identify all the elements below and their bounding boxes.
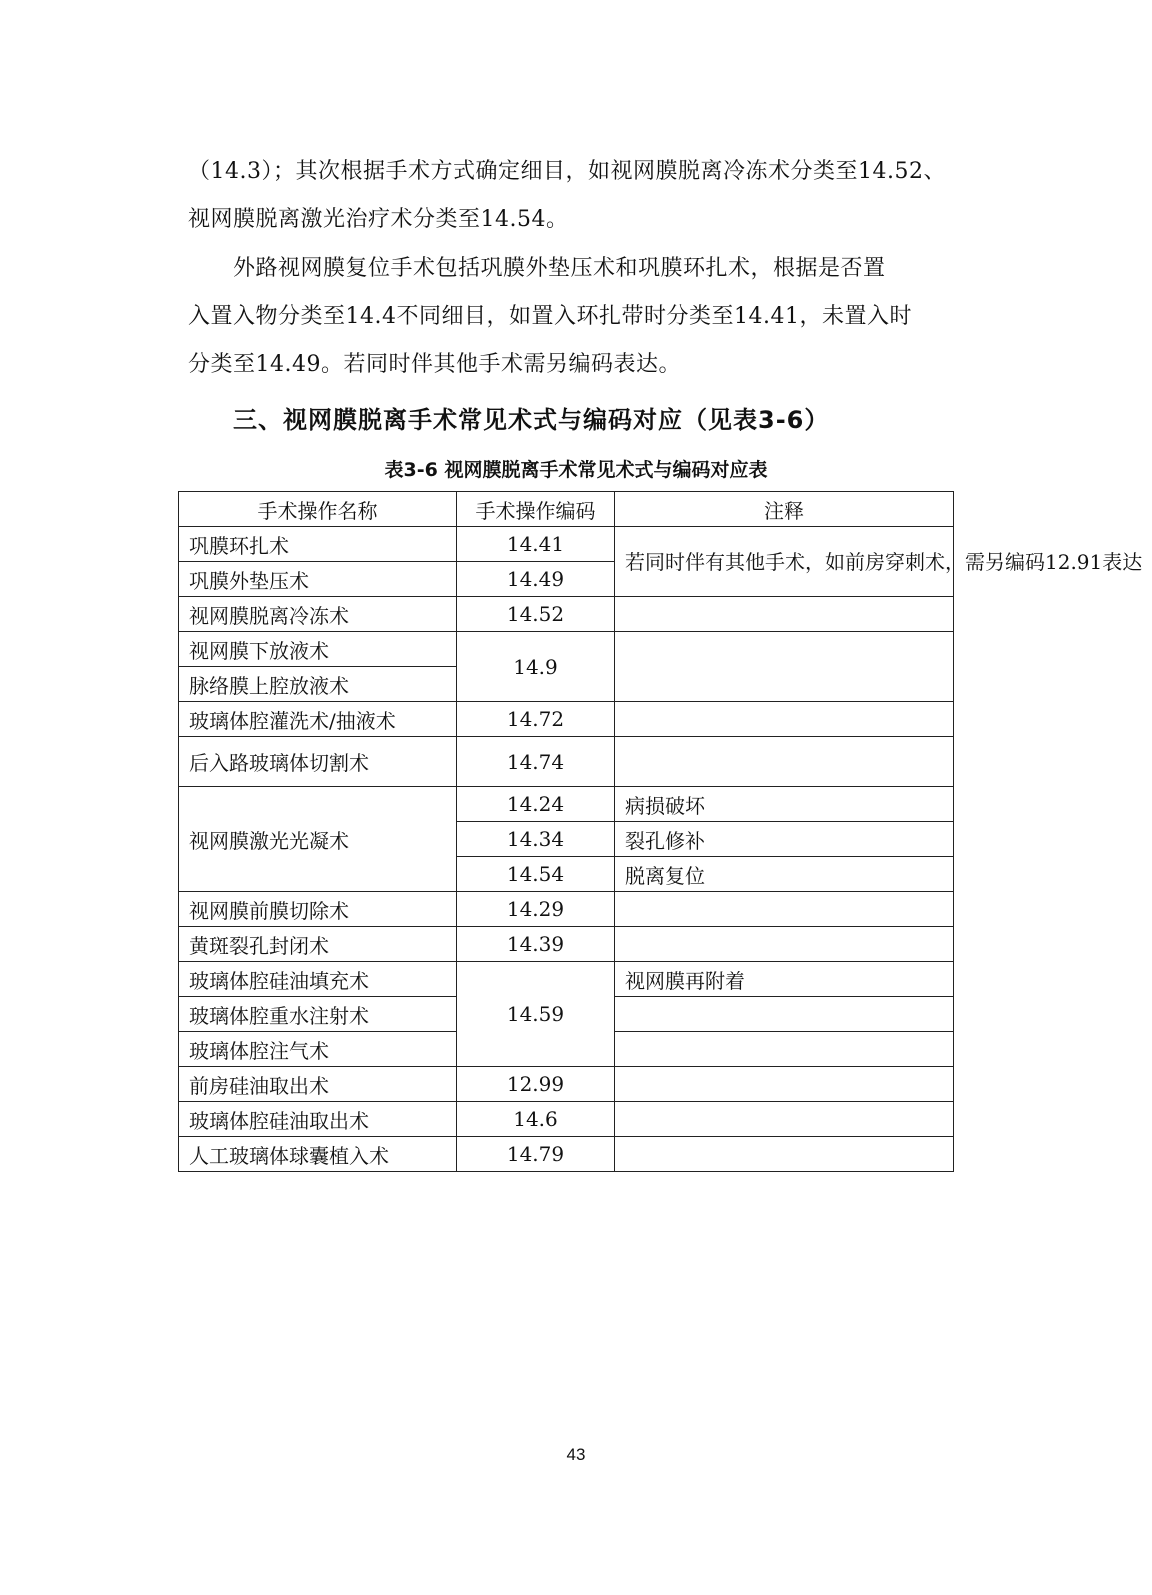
table-row [179,632,954,667]
procedure-name-cell: 玻璃体腔重水注射术 [179,997,457,1032]
procedure-name-cell: 视网膜脱离冷冻术 [179,597,457,632]
note-cell: 若同时伴有其他手术，如前房穿刺术，需另编码12.91表达 [615,527,954,597]
procedure-code-cell: 14.39 [457,927,615,962]
procedure-code-cell: 14.59 [457,962,615,1067]
table-row [179,1067,954,1102]
note-cell: 脱离复位 [615,857,954,892]
column-header: 手术操作编码 [457,492,615,527]
paragraph-line: 分类至14.49。若同时伴其他手术需另编码表达。 [188,352,681,377]
procedure-name-cell: 巩膜外垫压术 [179,562,457,597]
note-cell [615,632,954,702]
table-row [179,737,954,787]
table-caption: 表3-6 视网膜脱离手术常见术式与编码对应表 [384,459,768,481]
note-cell [615,737,954,787]
page-number: 43 [566,1445,586,1464]
column-header: 手术操作名称 [179,492,457,527]
table-row [179,787,954,822]
procedure-code-cell: 14.54 [457,857,615,892]
procedure-code-cell: 14.41 [457,527,615,562]
note-cell [615,1032,954,1067]
column-header: 注释 [615,492,954,527]
table-row [179,527,954,562]
procedure-code-cell: 14.29 [457,892,615,927]
procedure-name-cell: 视网膜激光光凝术 [179,787,457,892]
paragraph-line: 视网膜脱离激光治疗术分类至14.54。 [188,207,569,232]
note-cell [615,927,954,962]
procedure-code-cell: 14.6 [457,1102,615,1137]
table-row [179,702,954,737]
procedure-name-cell: 玻璃体腔硅油填充术 [179,962,457,997]
procedure-code-cell: 14.72 [457,702,615,737]
note-cell: 视网膜再附着 [615,962,954,997]
paragraph-line: （14.3）；其次根据手术方式确定细目，如视网膜脱离冷冻术分类至14.52、 [188,159,946,184]
note-cell [615,892,954,927]
procedure-name-cell: 人工玻璃体球囊植入术 [179,1137,457,1172]
note-cell: 裂孔修补 [615,822,954,857]
note-cell [615,1067,954,1102]
note-cell [615,997,954,1032]
paragraph-1 [188,148,968,244]
section-heading: 三、视网膜脱离手术常见术式与编码对应（见表3-6） [233,406,830,434]
procedure-code-cell: 14.24 [457,787,615,822]
procedure-code-cell: 14.74 [457,737,615,787]
note-cell [615,1102,954,1137]
table-row [179,1102,954,1137]
table-row [179,1137,954,1172]
procedure-code-cell: 14.49 [457,562,615,597]
table-row [179,927,954,962]
note-cell [615,702,954,737]
procedure-name-cell: 后入路玻璃体切割术 [179,737,457,787]
table-row [179,962,954,997]
note-cell: 病损破坏 [615,787,954,822]
table-header-row [179,492,954,527]
procedure-name-cell: 巩膜环扎术 [179,527,457,562]
code-mapping-table [178,491,1143,1172]
procedure-code-cell: 14.34 [457,822,615,857]
procedure-code-cell: 12.99 [457,1067,615,1102]
procedure-name-cell: 黄斑裂孔封闭术 [179,927,457,962]
paragraph-line: 入置入物分类至14.4不同细目，如置入环扎带时分类至14.41，未置入时 [188,304,912,329]
procedure-code-cell: 14.52 [457,597,615,632]
procedure-name-cell: 视网膜前膜切除术 [179,892,457,927]
procedure-name-cell: 前房硅油取出术 [179,1067,457,1102]
note-cell [615,597,954,632]
procedure-name-cell: 脉络膜上腔放液术 [179,667,457,702]
procedure-code-cell: 14.9 [457,632,615,702]
table-row [179,597,954,632]
paragraph-2 [188,245,968,389]
note-cell [615,1137,954,1172]
procedure-name-cell: 玻璃体腔硅油取出术 [179,1102,457,1137]
procedure-code-cell: 14.79 [457,1137,615,1172]
paragraph-line: 外路视网膜复位手术包括巩膜外垫压术和巩膜环扎术，根据是否置 [233,256,886,281]
procedure-name-cell: 视网膜下放液术 [179,632,457,667]
procedure-name-cell: 玻璃体腔灌洗术/抽液术 [179,702,457,737]
procedure-name-cell: 玻璃体腔注气术 [179,1032,457,1067]
table-row [179,892,954,927]
